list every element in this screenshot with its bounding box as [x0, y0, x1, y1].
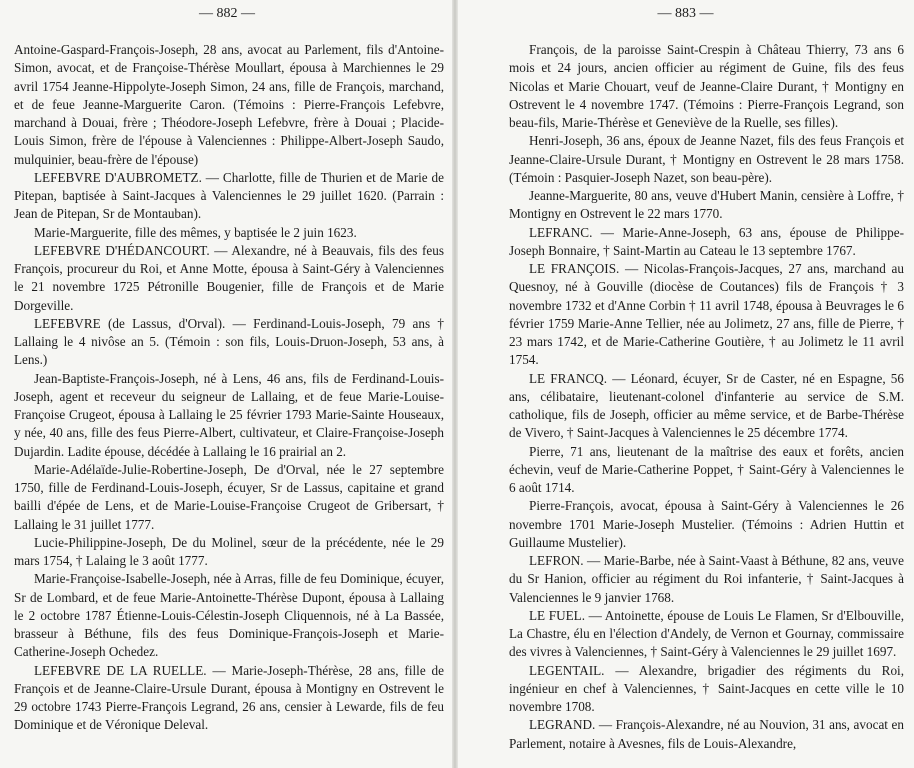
page-text [14, 41, 444, 735]
paragraph: Henri-Joseph, 36 ans, époux de Jeanne Nazet, fils des feus François et Jeanne-Claire-Ursule Durant, † Montigny en Ostrevent le 28 mars 1758. (Témoin : Pasquier-Joseph Nazet, son beau-père). [509, 133, 904, 185]
paragraph: LEFEBVRE (de Lassus, d'Orval). — Ferdinand-Louis-Joseph, 79 ans † Lallaing le 4 nivôse an 5. (Témoin : son fils, Louis-Druon-Joseph, 53 ans, à Lens.) [14, 315, 444, 368]
paragraph: Marie-Françoise-Isabelle-Joseph, née à Arras, fille de feu Dominique, écuyer, Sr de Lombard, et de feue Marie-Antoinette-Thérèse Dupont, épousa à Lallaing le 2 octobre 1787 Étienne-Louis-Célestin-Joseph Cliquennois, né à La Bassée, brasseur à Béthune, fils des feus Dominique-François-Joseph et Marie-Catherine-Joseph Ochedez. [14, 571, 444, 660]
paragraph: LE FRANÇOIS. — Nicolas-François-Jacques, 27 ans, marchand au Quesnoy, né à Gouville (diocèse de Coutances) fils de François † 3 novembre 1732 et d'Anne Corbin † 11 avril 1748, épousa à Beuvrages le 6 février 1759 Marie-Anne Tellier, née au Jolimetz, 27 ans, fille de Pierre, † 23 mars 1742, et de Marie-Catherine Goutière, † au Jolimetz le 11 avril 1754. [509, 261, 904, 368]
paragraph: Marie-Marguerite, fille des mêmes, y baptisée le 2 juin 1623. [34, 224, 357, 240]
paragraph: Pierre, 71 ans, lieutenant de la maîtrise des eaux et forêts, ancien échevin, veuf de Marie-Catherine Poppet, † Saint-Géry à Valenciennes le 6 août 1714. [509, 443, 904, 495]
paragraph: LEFEBVRE D'AUBROMETZ. — Charlotte, fille de Thurien et de Marie de Pitepan, baptisée à Saint-Jacques à Valenciennes le 29 juillet 1620. (Parrain : Jean de Pitepan, Sr de Montauban). [14, 169, 444, 222]
paragraph: Antoine-Gaspard-François-Joseph, 28 ans, avocat au Parlement, fils d'Antoine-Simon, avocat, et de Françoise-Thérèse Moullart, épousa à Marchiennes le 29 avril 1754 Jeanne-Hippolyte-Joseph Simon, 24 ans, fille de François, marchand, et de feue Jeanne-Marguerite Caron. (Témoins : Pierre-François Lefebvre, marchand à Douai, frère ; Théodore-Joseph Lefebvre, frère à Douai ; Placide-Louis Simon, frère de l'épouse à Valenciennes : Philippe-Albert-Joseph Saudo, mulquinier, beau-frère de l'épouse) [14, 42, 444, 167]
paragraph: LEGRAND. — François-Alexandre, né au Nouvion, 31 ans, avocat en Parlement, notaire à Avesnes, fils de Louis-Alexandre, [509, 717, 904, 751]
paragraph: Jean-Baptiste-François-Joseph, né à Lens, 46 ans, fils de Ferdinand-Louis-Joseph, agent et receveur du seigneur de Lallaing, et de feue Marie-Louise-Françoise Crugeot, épousa à Lallaing le 25 février 1793 Marie-Sainte Houseaux, y née, 40 ans, fille des feus Pierre-Albert, cultivateur, et Claire-Françoise-Joseph Dujardin. Ladite épouse, décédée à Lallaing le 16 prairial an 2. [14, 370, 444, 459]
paragraph: Marie-Adélaïde-Julie-Robertine-Joseph, De d'Orval, née le 27 septembre 1750, fille de Ferdinand-Louis-Joseph, écuyer, Sr de Lassus, capitaine et grand bailli d'épée de Lens, et de Marie-Louise-Françoise Crugeot de Gribersart, † Lallaing le 31 juillet 1777. [14, 461, 444, 532]
page-number: — 883 — [657, 6, 714, 21]
paragraph: Lucie-Philippine-Joseph, De du Molinel, sœur de la précédente, née le 29 mars 1754, † Lalaing le 3 août 1777. [14, 534, 444, 568]
paragraph: François, de la paroisse Saint-Crespin à Château Thierry, 73 ans 6 mois et 24 jours, ancien officier au régiment de Guine, fils des feus Nicolas et Marie Chouart, veuf de Jeanne-Claire Durant, † Montigny en Ostrevent le 4 novembre 1747. (Témoins : Pierre-François Legrand, son beau-fils, Marie-Thérèse et Geneviève de la Ruelle, ses filles). [509, 42, 904, 130]
paragraph: LE FUEL. — Antoinette, épouse de Louis Le Flamen, Sr d'Elbouville, La Chastre, élu en l'élection d'Andely, de Vernon et Gournay, commissaire des vivres à Valenciennes, † Saint-Géry à Valenciennes le 29 juillet 1697. [509, 607, 904, 660]
paragraph: LE FRANCQ. — Léonard, écuyer, Sr de Caster, né en Espagne, 56 ans, célibataire, lieutenant-colonel d'infanterie au service de S.M. catholique, fils de Joseph, officier au même service, et de Barbe-Thérèse de Vivero, † Saint-Jacques à Valenciennes le 25 décembre 1774. [509, 370, 904, 441]
paragraph: Pierre-François, avocat, épousa à Saint-Géry à Valenciennes le 26 novembre 1701 Marie-Joseph Mustelier. (Témoins : Adrien Huttin et Guillaume Mustelier). [509, 498, 904, 550]
paragraph: LEGENTAIL. — Alexandre, brigadier des régiments du Roi, ingénieur en chef à Valenciennes, † Saint-Jacques en cette ville le 10 novembre 1708. [509, 662, 904, 714]
paragraph: LEFEBVRE DE LA RUELLE. — Marie-Joseph-Thérèse, 28 ans, fille de François et de Jeanne-Claire-Ursule Durant, épousa à Montigny en Ostrevent le 29 octobre 1743 Pierre-François Legrand, 26 ans, censier à Lewarde, fils de feu Dominique et de Véronique Deleval. [14, 662, 444, 733]
page-number: — 882 — [199, 6, 255, 21]
left-page [0, 0, 454, 768]
paragraph: LEFEBVRE D'HÉDANCOURT. — Alexandre, né à Beauvais, fils des feus François, procureur du Roi, et Anne Motte, épousa à Saint-Géry à Valenciennes le 21 novembre 1725 Pétronille Bougenier, fille de François et de Marie Dorgeville. [14, 242, 444, 313]
paragraph: Jeanne-Marguerite, 80 ans, veuve d'Hubert Manin, censière à Loffre, † Montigny en Ostrevent le 22 mars 1770. [509, 188, 904, 222]
paragraph: LEFRANC. — Marie-Anne-Joseph, 63 ans, épouse de Philippe-Joseph Bonnaire, † Saint-Martin au Cateau le 13 septembre 1767. [509, 224, 904, 258]
right-page [457, 0, 914, 768]
page-text [509, 41, 904, 753]
paragraph: LEFRON. — Marie-Barbe, née à Saint-Vaast à Béthune, 82 ans, veuve du Sr Hanion, officier au régiment du Roi infanterie, † Saint-Jacques à Valenciennes le 9 janvier 1768. [509, 553, 904, 605]
